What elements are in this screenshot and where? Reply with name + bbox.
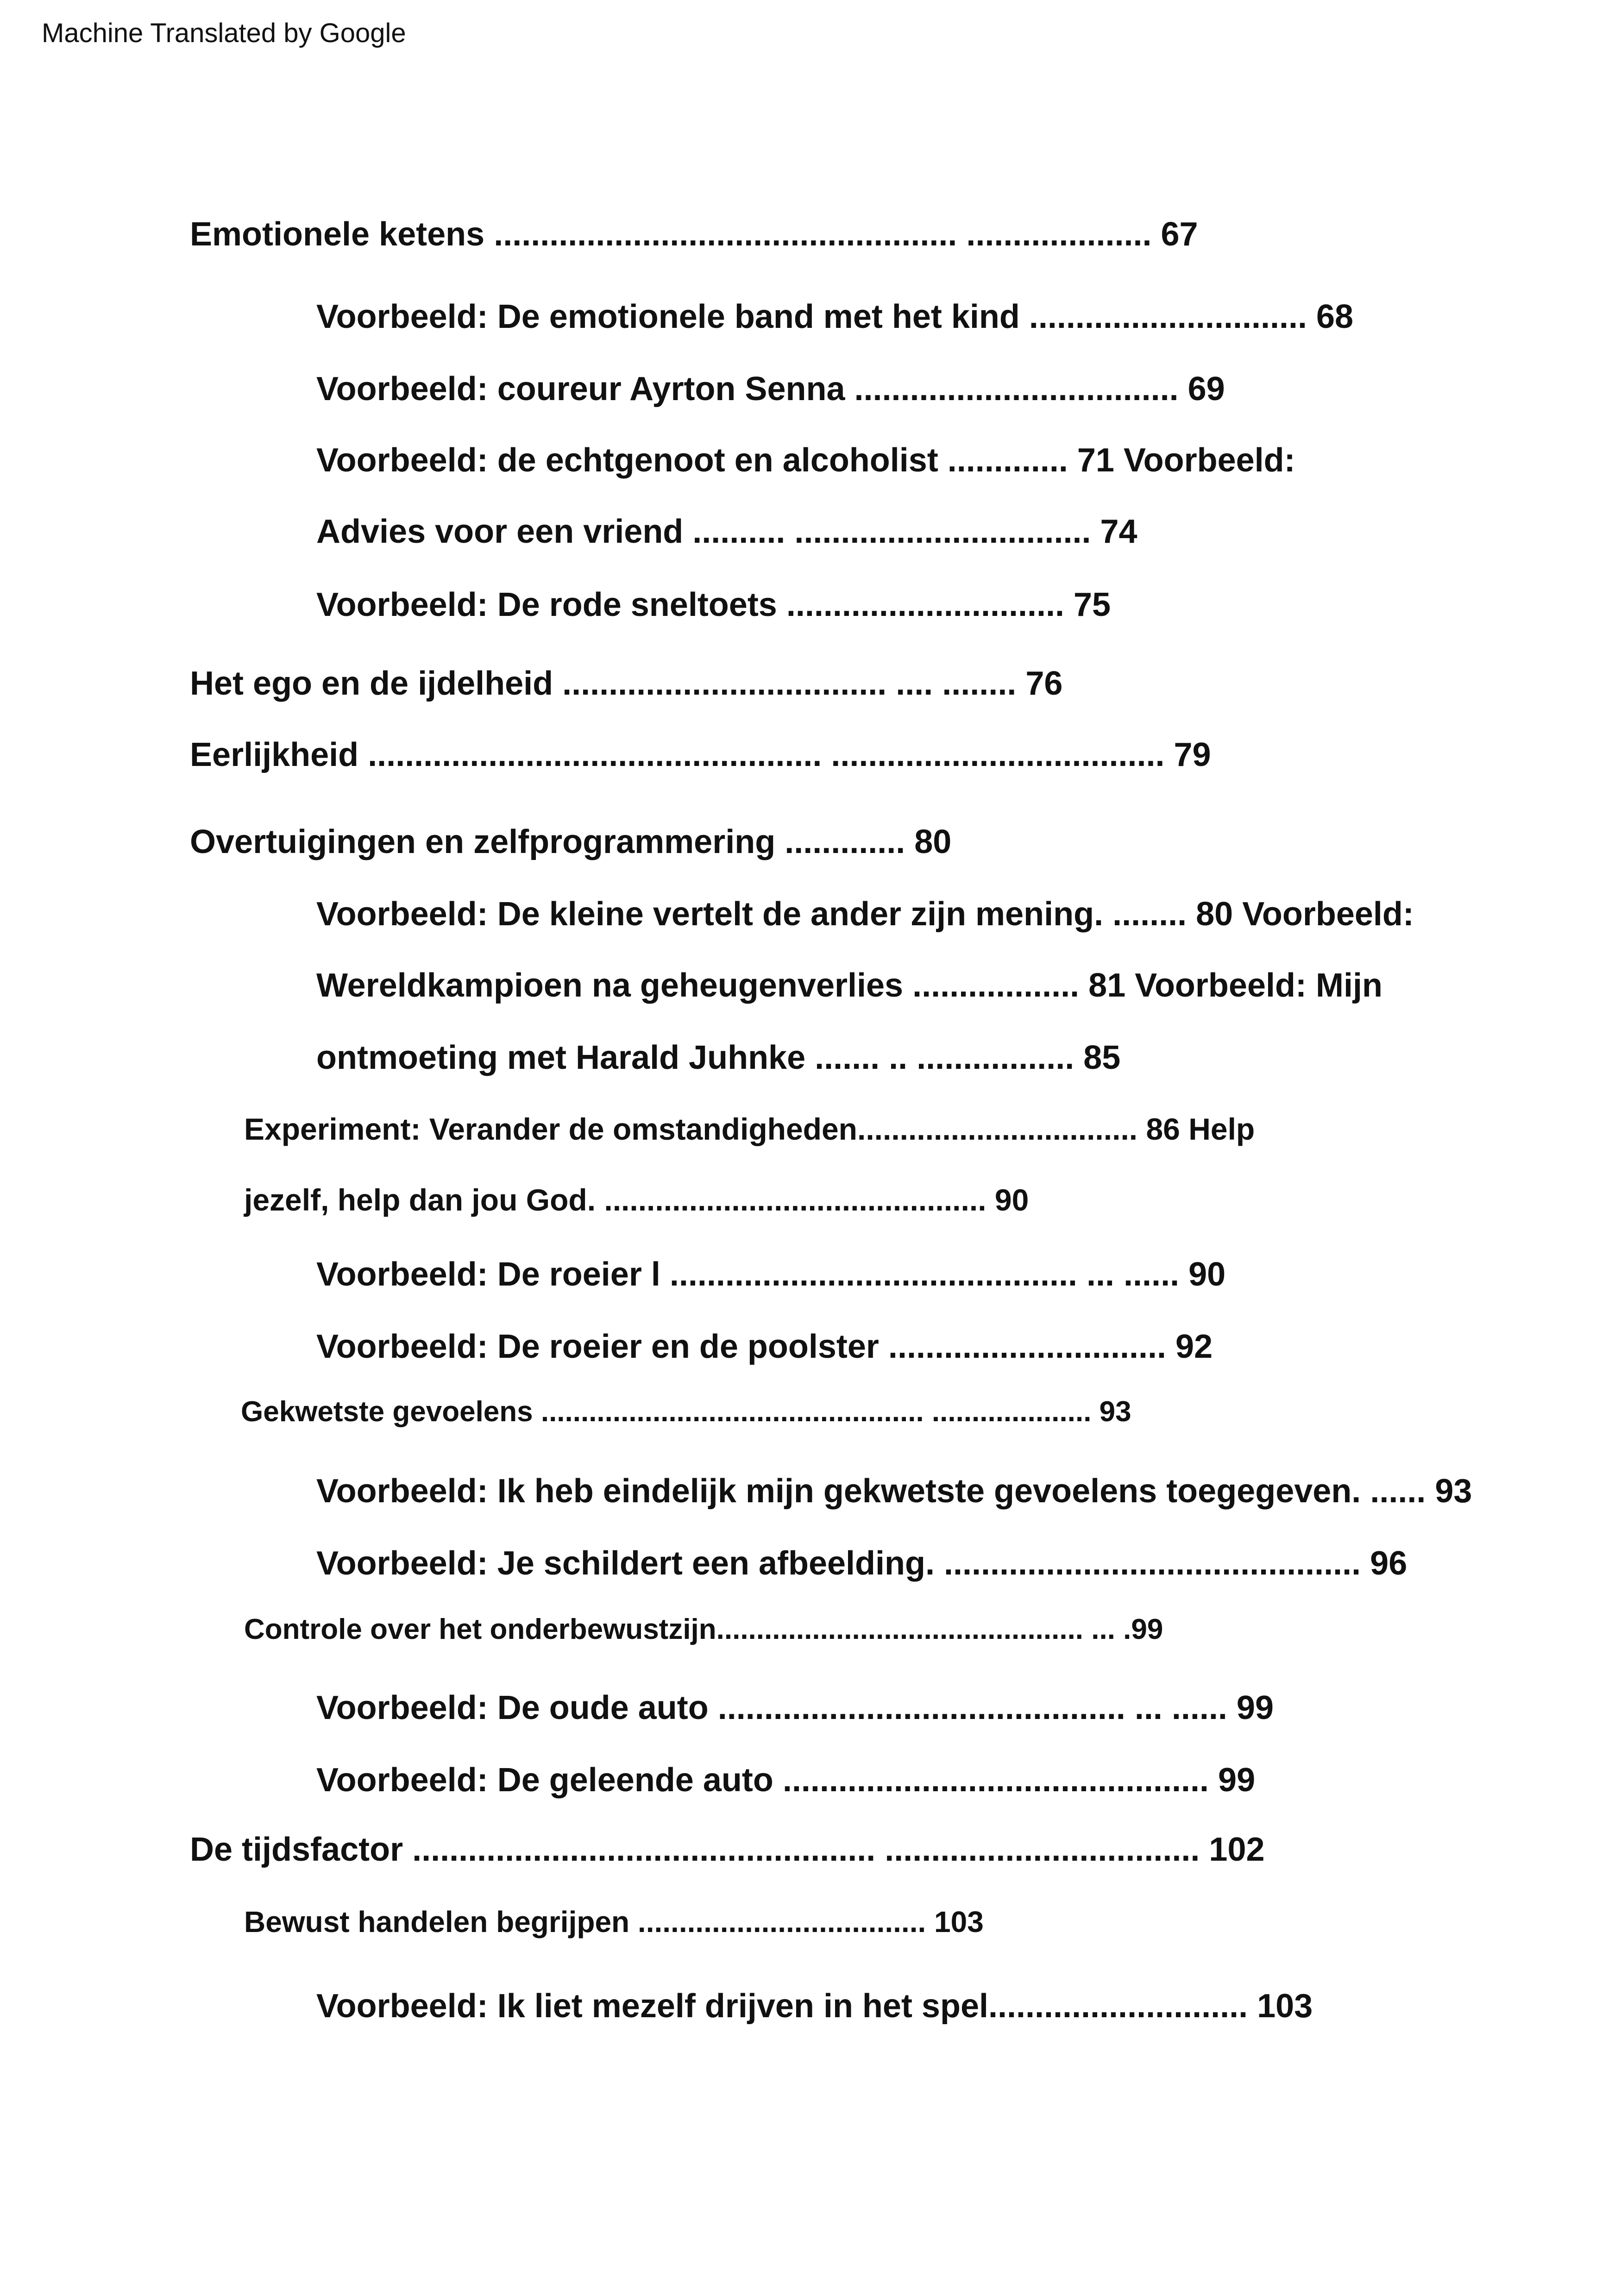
toc-entry: Voorbeeld: Je schildert een afbeelding. ............................................. 96 bbox=[316, 1545, 1407, 1582]
toc-entry: Voorbeeld: De emotionele band met het kind .............................. 68 bbox=[316, 298, 1354, 335]
toc-entry-eerlijkheid: Eerlijkheid ................................................. .................................... 79 bbox=[190, 736, 1211, 773]
toc-entry: ontmoeting met Harald Juhnke ....... .. ................. 85 bbox=[316, 1039, 1121, 1076]
toc-entry: Wereldkampioen na geheugenverlies .................. 81 Voorbeeld: Mijn bbox=[316, 967, 1382, 1004]
toc-entry: Voorbeeld: De oude auto ............................................ ... ...... 99 bbox=[316, 1689, 1274, 1726]
toc-entry: Voorbeeld: Ik heb eindelijk mijn gekwetste gevoelens toegegeven. ...... 93 bbox=[316, 1473, 1472, 1510]
toc-entry: Voorbeeld: De roeier en de poolster .............................. 92 bbox=[316, 1328, 1213, 1365]
toc-entry: jezelf, help dan jou God. ............................................. 90 bbox=[244, 1183, 1029, 1217]
toc-entry-gekwetste-gevoelens: Gekwetste gevoelens ................................................ .................... 93 bbox=[241, 1396, 1131, 1428]
toc-entry: Voorbeeld: coureur Ayrton Senna ................................... 69 bbox=[316, 370, 1225, 408]
translation-header: Machine Translated by Google bbox=[42, 18, 406, 48]
toc-entry: Advies voor een vriend .......... ................................ 74 bbox=[316, 513, 1137, 550]
toc-entry-tijdsfactor: De tijdsfactor .................................................. .................................. 102 bbox=[190, 1831, 1265, 1868]
toc-entry: Voorbeeld: de echtgenoot en alcoholist ............. 71 Voorbeeld: bbox=[316, 442, 1295, 479]
toc-entry: Voorbeeld: De kleine vertelt de ander zijn mening. ........ 80 Voorbeeld: bbox=[316, 896, 1414, 933]
toc-entry-bewust-handelen: Bewust handelen begrijpen ................................... 103 bbox=[244, 1905, 984, 1938]
toc-entry-emotionele-ketens: Emotionele ketens .................................................. .................... 67 bbox=[190, 216, 1198, 253]
toc-entry: Voorbeeld: De roeier l ............................................ ... ...... 90 bbox=[316, 1256, 1226, 1293]
toc-entry-ego: Het ego en de ijdelheid ................................... .... ........ 76 bbox=[190, 665, 1063, 702]
toc-entry: Experiment: Verander de omstandigheden................................. 86 Help bbox=[244, 1112, 1255, 1146]
toc-entry: Voorbeeld: Ik liet mezelf drijven in het spel............................ 103 bbox=[316, 1988, 1313, 2025]
toc-entry-controle: Controle over het onderbewustzijn.............................................. ... .99 bbox=[244, 1613, 1163, 1645]
toc-entry-overtuigingen: Overtuigingen en zelfprogrammering ............. 80 bbox=[190, 823, 952, 860]
toc-entry: Voorbeeld: De geleende auto .............................................. 99 bbox=[316, 1762, 1256, 1799]
toc-entry: Voorbeeld: De rode sneltoets .............................. 75 bbox=[316, 586, 1111, 623]
